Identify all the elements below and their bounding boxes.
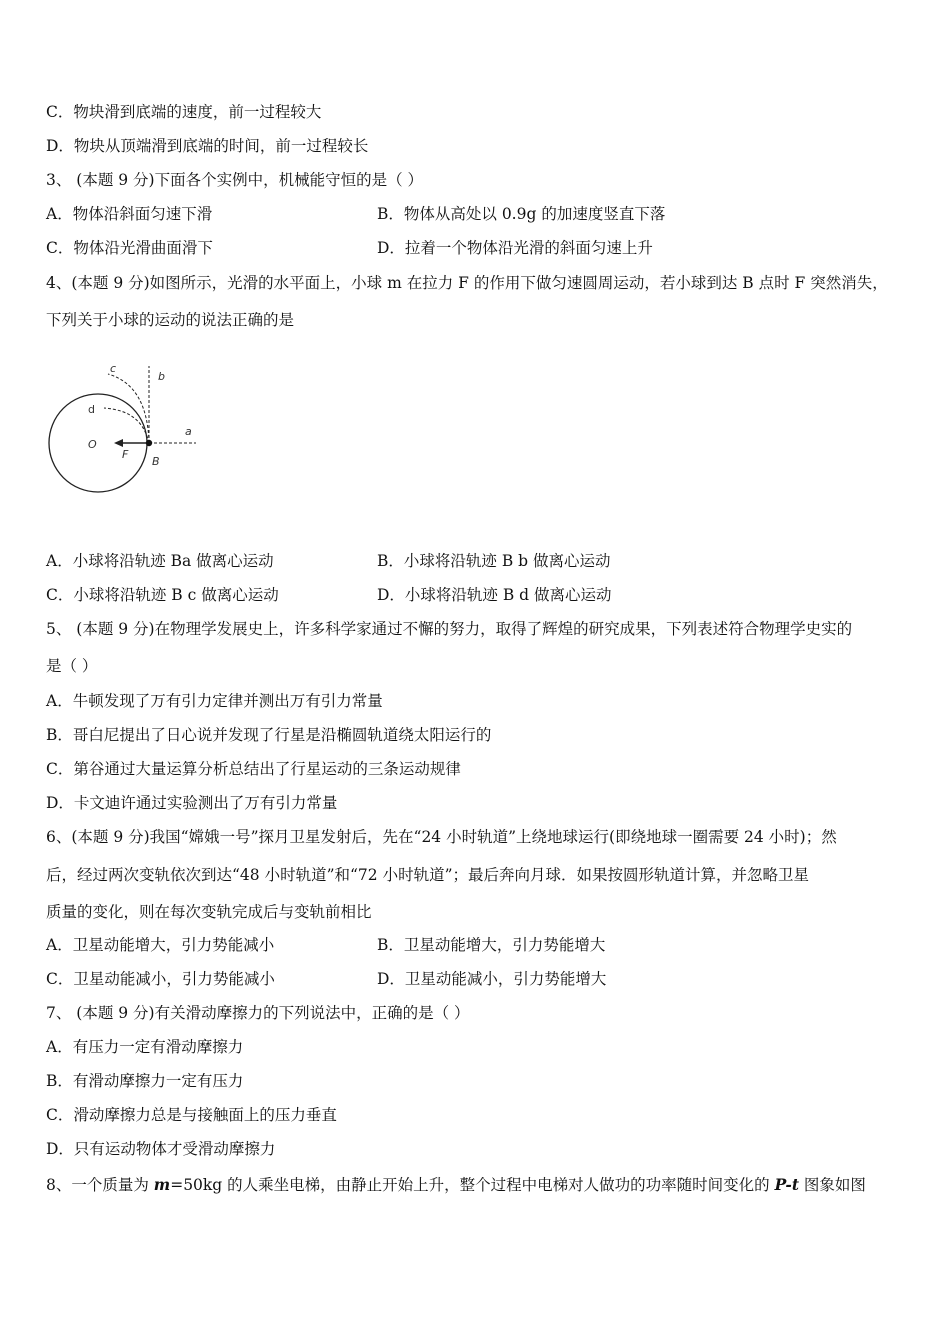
q8-stem-post: 图象如图 [799, 1176, 866, 1194]
label-F: F [122, 448, 129, 461]
q4-option-a: A．小球将沿轨迹 Ba 做离心运动 [46, 552, 274, 570]
q4-option-c: C．小球将沿轨迹 B c 做离心运动 [46, 586, 279, 604]
q4-option-b: B．小球将沿轨迹 B b 做离心运动 [377, 552, 611, 570]
q8-stem [46, 1174, 866, 1196]
trajectory-d [104, 408, 149, 443]
label-O: O [88, 438, 97, 451]
q4-stem-line2: 下列关于小球的运动的说法正确的是 [46, 311, 295, 329]
trajectory-c [108, 374, 149, 443]
q8-mass-symbol: m [153, 1175, 171, 1194]
q3-option-a: A．物体沿斜面匀速下滑 [46, 205, 213, 223]
q6-stem-line2: 后，经过两次变轨依次到达“48 小时轨道”和“72 小时轨道”；最后奔向月球．如果按圆形轨道计算，并忽略卫星 [46, 866, 809, 884]
q6-stem-line3: 质量的变化，则在每次变轨完成后与变轨前相比 [46, 903, 372, 921]
q3-option-b: B．物体从高处以 0.9g 的加速度竖直下落 [377, 205, 666, 223]
q5-option-d: D．卡文迪许通过实验测出了万有引力常量 [46, 794, 338, 812]
q7-option-c: C．滑动摩擦力总是与接触面上的压力垂直 [46, 1106, 337, 1124]
q5-stem-line1: 5、 (本题 9 分)在物理学发展史上，许多科学家通过不懈的努力，取得了辉煌的研究成果，下列表述符合物理学史实的 [46, 620, 853, 638]
q5-option-b: B．哥白尼提出了日心说并发现了行星是沿椭圆轨道绕太阳运行的 [46, 726, 492, 744]
q7-option-a: A．有压力一定有滑动摩擦力 [46, 1038, 244, 1056]
q6-option-d: D．卫星动能减小，引力势能增大 [377, 970, 607, 988]
q4-stem-line1: 4、(本题 9 分)如图所示，光滑的水平面上，小球 m 在拉力 F 的作用下做匀速圆周运动，若小球到达 B 点时 F 突然消失， [46, 274, 888, 292]
q5-stem-line2: 是（ ） [46, 657, 98, 675]
q5-option-c: C．第谷通过大量运算分析总结出了行星运动的三条运动规律 [46, 760, 461, 778]
q5-option-a: A．牛顿发现了万有引力定律并测出万有引力常量 [46, 692, 383, 710]
q8-stem-pre: 8、一个质量为 [46, 1176, 154, 1194]
q3-option-d: D．拉着一个物体沿光滑的斜面匀速上升 [377, 239, 653, 257]
force-arrowhead [114, 439, 123, 447]
q3-option-c: C．物体沿光滑曲面滑下 [46, 239, 213, 257]
label-B: B [152, 455, 160, 468]
label-c: c [110, 362, 117, 375]
label-b: b [158, 370, 165, 383]
q8-stem-mid: =50kg 的人乘坐电梯，由静止开始上升，整个过程中电梯对人做功的功率随时间变化的 [170, 1176, 775, 1194]
label-a: a [185, 425, 192, 438]
label-d: d [88, 403, 95, 416]
q6-option-a: A．卫星动能增大，引力势能减小 [46, 936, 275, 954]
q4-option-d: D．小球将沿轨迹 B d 做离心运动 [377, 586, 612, 604]
q2-option-d: D．物块从顶端滑到底端的时间，前一过程较长 [46, 137, 369, 155]
q2-option-c: C．物块滑到底端的速度，前一过程较大 [46, 103, 322, 121]
q6-option-b: B．卫星动能增大，引力势能增大 [377, 936, 606, 954]
q6-option-c: C．卫星动能减小，引力势能减小 [46, 970, 275, 988]
q7-option-d: D．只有运动物体才受滑动摩擦力 [46, 1140, 276, 1158]
q7-stem: 7、 (本题 9 分)有关滑动摩擦力的下列说法中，正确的是（ ） [46, 1004, 470, 1022]
q7-option-b: B．有滑动摩擦力一定有压力 [46, 1072, 244, 1090]
q4-circular-motion-figure [46, 352, 216, 502]
ball-point-B [146, 440, 152, 446]
q6-stem-line1: 6、(本题 9 分)我国“嫦娥一号”探月卫星发射后，先在“24 小时轨道”上绕地球运行(即绕地球一圈需要 24 小时)；然 [46, 828, 837, 846]
q3-stem: 3、 (本题 9 分)下面各个实例中，机械能守恒的是（ ） [46, 171, 424, 189]
q8-pt-symbol: P-t [774, 1175, 799, 1194]
